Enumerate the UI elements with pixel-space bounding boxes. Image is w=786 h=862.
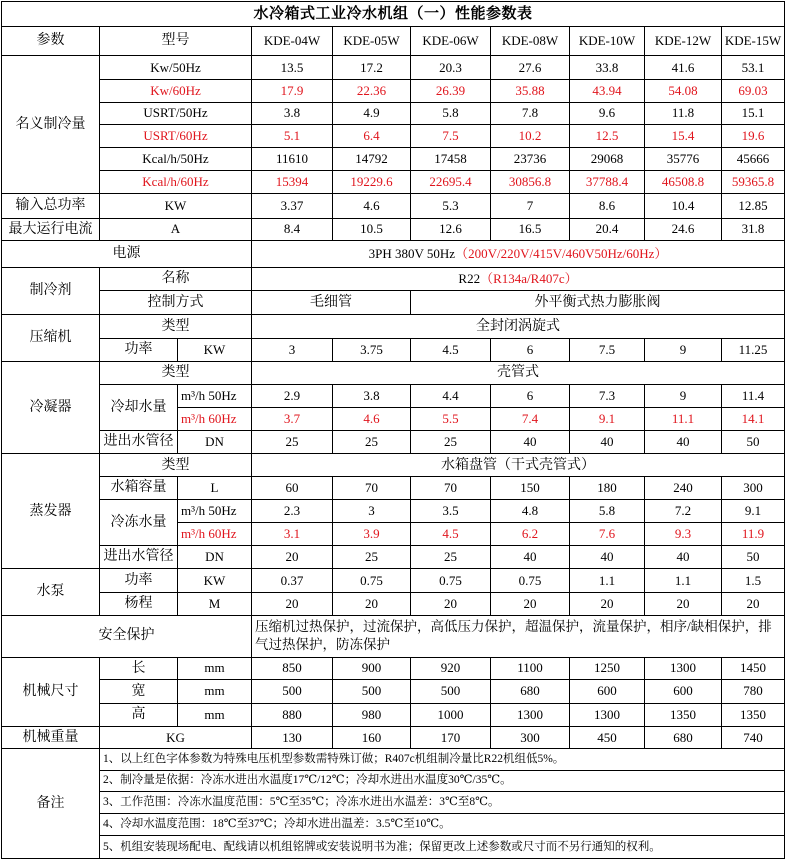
- cooling-value: 17.2: [333, 56, 411, 80]
- table-row: [2, 218, 785, 241]
- pump-head-unit: M: [178, 592, 252, 615]
- dimension-value: 500: [252, 680, 333, 704]
- dimension-value: 1450: [722, 657, 785, 680]
- pump-power-value: 0.75: [333, 569, 411, 593]
- table-row: [2, 314, 785, 338]
- cooling-value: 13.5: [252, 56, 333, 80]
- weight-value: 170: [411, 727, 491, 749]
- refrigerant-name-value: [252, 267, 785, 291]
- control-method-capillary: 毛细管: [252, 291, 411, 315]
- dimension-label: 宽: [100, 680, 178, 704]
- dimension-value: 680: [491, 680, 570, 704]
- tank-capacity-value: 60: [252, 477, 333, 500]
- cooling-value: 7.8: [491, 102, 570, 125]
- chilled-water-value-50hz: 3.5: [411, 499, 491, 523]
- condenser-pipe-value: 40: [570, 430, 645, 454]
- table-row: [2, 79, 785, 102]
- cooling-value: 10.2: [491, 125, 570, 148]
- pump-power-unit: KW: [178, 569, 252, 593]
- cooling-water-label: 冷却水量: [100, 384, 178, 430]
- remarks-label: 备注: [2, 748, 100, 858]
- cooling-value: 41.6: [645, 56, 722, 80]
- dimension-value: 850: [252, 657, 333, 680]
- refrigerant-name-label: 名称: [100, 267, 252, 291]
- table-row: [2, 291, 785, 315]
- param-header: 参数: [2, 26, 100, 56]
- cooling-value: 19229.6: [333, 171, 411, 194]
- cooling-water-value-50hz: 6: [491, 384, 570, 408]
- cooling-water-value-50hz: 9: [645, 384, 722, 408]
- model-header: 型号: [100, 26, 252, 56]
- table-row: [2, 592, 785, 615]
- model-name: KDE-06W: [411, 26, 491, 56]
- cooling-value: 17458: [411, 147, 491, 171]
- cooling-water-unit-60hz: m³/h 60Hz: [178, 408, 252, 431]
- cooling-value: 20.3: [411, 56, 491, 80]
- model-name: KDE-08W: [491, 26, 570, 56]
- pump-head-value: 20: [252, 592, 333, 615]
- remark-item: 1、以上红色字体参数为特殊电压机型参数需特殊订做；R407c机组制冷量比R22机组低5%。: [100, 748, 785, 770]
- pump-power-value: 0.37: [252, 569, 333, 593]
- tank-capacity-unit: L: [178, 477, 252, 500]
- control-method-label: 控制方式: [100, 291, 252, 315]
- condenser-pipe-label: 进出水管径: [100, 430, 178, 454]
- evaporator-label: 蒸发器: [2, 454, 100, 569]
- chilled-water-value-60hz: 4.5: [411, 523, 491, 546]
- weight-value: 450: [570, 727, 645, 749]
- cooling-value: 69.03: [722, 79, 785, 102]
- condenser-pipe-value: 25: [333, 430, 411, 454]
- cooling-water-value-60hz: 14.1: [722, 408, 785, 431]
- tank-capacity-label: 水箱容量: [100, 477, 178, 500]
- cooling-capacity-label: 名义制冷量: [2, 56, 100, 194]
- dimension-value: 920: [411, 657, 491, 680]
- pump-power-value: 0.75: [491, 569, 570, 593]
- cooling-value: 46508.8: [645, 171, 722, 194]
- compressor-power-value: 4.5: [411, 338, 491, 362]
- table-row: [2, 56, 785, 80]
- dimension-value: 600: [570, 680, 645, 704]
- condenser-pipe-value: 50: [722, 430, 785, 454]
- chilled-water-value-60hz: 3.9: [333, 523, 411, 546]
- power-input-value: 4.6: [333, 193, 411, 218]
- chilled-water-value-60hz: 6.2: [491, 523, 570, 546]
- table-row: [2, 171, 785, 194]
- tank-capacity-value: 300: [722, 477, 785, 500]
- performance-parameter-table: [1, 1, 785, 859]
- table-row: [2, 792, 785, 814]
- condenser-pipe-value: 40: [645, 430, 722, 454]
- chilled-water-label: 冷冻水量: [100, 499, 178, 545]
- cooling-value: 3.8: [252, 102, 333, 125]
- cooling-value: 59365.8: [722, 171, 785, 194]
- refrigerant-label: 制冷剂: [2, 267, 100, 314]
- table-row: [2, 338, 785, 362]
- evaporator-pipe-value: 40: [491, 545, 570, 569]
- compressor-power-label: 功率: [100, 338, 178, 362]
- cooling-value: 23736: [491, 147, 570, 171]
- cooling-value: 30856.8: [491, 171, 570, 194]
- chilled-water-value-50hz: 7.2: [645, 499, 722, 523]
- pump-head-label: 杨程: [100, 592, 178, 615]
- compressor-power-value: 9: [645, 338, 722, 362]
- evaporator-pipe-value: 20: [252, 545, 333, 569]
- dimension-unit: mm: [178, 680, 252, 704]
- model-name: KDE-12W: [645, 26, 722, 56]
- cooling-value: 37788.4: [570, 171, 645, 194]
- chilled-water-value-60hz: 7.6: [570, 523, 645, 546]
- pump-label: 水泵: [2, 569, 100, 615]
- max-current-value: 16.5: [491, 218, 570, 241]
- dimension-value: 900: [333, 657, 411, 680]
- power-input-value: 12.85: [722, 193, 785, 218]
- table-row: [2, 2, 785, 27]
- cooling-value: 15.4: [645, 125, 722, 148]
- cooling-value: 12.5: [570, 125, 645, 148]
- evaporator-type-value: 水箱盘管（干式壳管式）: [252, 454, 785, 477]
- table-row: [2, 770, 785, 792]
- table-row: [2, 836, 785, 859]
- cooling-value: 33.8: [570, 56, 645, 80]
- table-row: [2, 241, 785, 268]
- power-input-unit: KW: [100, 193, 252, 218]
- dimension-value: 1300: [645, 657, 722, 680]
- cooling-value: 19.6: [722, 125, 785, 148]
- remark-item: 4、冷却水温度范围：18℃至37℃；冷却水进出温差：3.5℃至10℃。: [100, 813, 785, 836]
- pump-power-value: 1.1: [570, 569, 645, 593]
- cooling-water-value-60hz: 7.4: [491, 408, 570, 431]
- compressor-power-value: 3.75: [333, 338, 411, 362]
- power-input-value: 10.4: [645, 193, 722, 218]
- power-input-value: 8.6: [570, 193, 645, 218]
- refrigerant-name-value-option: （R134a/R407c）: [480, 270, 578, 286]
- pump-head-value: 20: [645, 592, 722, 615]
- dimension-value: 600: [645, 680, 722, 704]
- condenser-label: 冷凝器: [2, 362, 100, 454]
- dimension-value: 1350: [645, 703, 722, 727]
- weight-value: 130: [252, 727, 333, 749]
- table-row: [2, 26, 785, 56]
- table-row: [2, 727, 785, 749]
- cooling-value: 26.39: [411, 79, 491, 102]
- cooling-value: 15394: [252, 171, 333, 194]
- power-supply-value-main: 3PH 380V 50Hz: [368, 245, 456, 261]
- compressor-power-unit: KW: [178, 338, 252, 362]
- cooling-value: 22.36: [333, 79, 411, 102]
- chilled-water-value-50hz: 5.8: [570, 499, 645, 523]
- table-row: [2, 569, 785, 593]
- pump-head-value: 20: [570, 592, 645, 615]
- table-row: [2, 193, 785, 218]
- pump-head-value: 20: [491, 592, 570, 615]
- pump-head-value: 20: [333, 592, 411, 615]
- cooling-value: 11610: [252, 147, 333, 171]
- table-row: [2, 362, 785, 385]
- control-method-expansion-valve: 外平衡式热力膨胀阀: [411, 291, 785, 315]
- table-row: [2, 147, 785, 171]
- chilled-water-value-60hz: 9.3: [645, 523, 722, 546]
- power-input-value: 5.3: [411, 193, 491, 218]
- cooling-value: 35776: [645, 147, 722, 171]
- dimension-value: 780: [722, 680, 785, 704]
- table-title: 水冷箱式工业冷水机组（一）性能参数表: [2, 2, 785, 27]
- cooling-unit: USRT/50Hz: [100, 102, 252, 125]
- table-row: [2, 657, 785, 680]
- weight-unit: KG: [100, 727, 252, 749]
- table-row: [2, 748, 785, 770]
- max-current-value: 12.6: [411, 218, 491, 241]
- max-current-value: 8.4: [252, 218, 333, 241]
- tank-capacity-value: 70: [333, 477, 411, 500]
- table-row: [2, 703, 785, 727]
- dimension-unit: mm: [178, 657, 252, 680]
- dimension-value: 1250: [570, 657, 645, 680]
- pump-head-value: 20: [411, 592, 491, 615]
- cooling-unit: Kcal/h/50Hz: [100, 147, 252, 171]
- weight-value: 300: [491, 727, 570, 749]
- safety-protection-label: 安全保护: [2, 615, 252, 657]
- cooling-value: 17.9: [252, 79, 333, 102]
- table-row: [2, 545, 785, 569]
- dimension-value: 880: [252, 703, 333, 727]
- table-row: [2, 477, 785, 500]
- chilled-water-value-60hz: 3.1: [252, 523, 333, 546]
- cooling-value: 45666: [722, 147, 785, 171]
- evaporator-pipe-unit: DN: [178, 545, 252, 569]
- power-supply-value: [252, 241, 785, 268]
- condenser-type-label: 类型: [100, 362, 252, 385]
- remark-item: 2、制冷量是依据：冷冻水进出水温度17℃/12℃；冷却水进出水温度30℃/35℃。: [100, 770, 785, 792]
- table-row: [2, 813, 785, 836]
- condenser-type-value: 壳管式: [252, 362, 785, 385]
- max-current-value: 10.5: [333, 218, 411, 241]
- evaporator-pipe-value: 40: [645, 545, 722, 569]
- chilled-water-value-60hz: 11.9: [722, 523, 785, 546]
- table-row: [2, 430, 785, 454]
- cooling-value: 14792: [333, 147, 411, 171]
- cooling-water-value-60hz: 3.7: [252, 408, 333, 431]
- max-current-value: 24.6: [645, 218, 722, 241]
- chilled-water-value-50hz: 4.8: [491, 499, 570, 523]
- dimension-value: 1350: [722, 703, 785, 727]
- max-current-label: 最大运行电流: [2, 218, 100, 241]
- remark-item: 5、机组安装现场配电、配线请以机组铭牌或安装说明书为准；保留更改上述参数或尺寸而不另行通知的权利。: [100, 836, 785, 859]
- weight-value: 740: [722, 727, 785, 749]
- compressor-power-value: 3: [252, 338, 333, 362]
- cooling-unit: Kcal/h/60Hz: [100, 171, 252, 194]
- pump-power-label: 功率: [100, 569, 178, 593]
- compressor-power-value: 11.25: [722, 338, 785, 362]
- compressor-power-value: 6: [491, 338, 570, 362]
- cooling-water-value-60hz: 11.1: [645, 408, 722, 431]
- compressor-power-value: 7.5: [570, 338, 645, 362]
- weight-value: 160: [333, 727, 411, 749]
- chilled-water-unit-50hz: m³/h 50Hz: [178, 499, 252, 523]
- pump-power-value: 0.75: [411, 569, 491, 593]
- cooling-water-value-60hz: 5.5: [411, 408, 491, 431]
- power-input-label: 输入总功率: [2, 193, 100, 218]
- evaporator-pipe-value: 40: [570, 545, 645, 569]
- weight-label: 机械重量: [2, 727, 100, 749]
- cooling-value: 53.1: [722, 56, 785, 80]
- evaporator-type-label: 类型: [100, 454, 252, 477]
- chilled-water-value-50hz: 2.3: [252, 499, 333, 523]
- table-row: [2, 680, 785, 704]
- cooling-unit: Kw/60Hz: [100, 79, 252, 102]
- cooling-water-value-50hz: 3.8: [333, 384, 411, 408]
- max-current-unit: A: [100, 218, 252, 241]
- cooling-value: 9.6: [570, 102, 645, 125]
- table-row: [2, 102, 785, 125]
- cooling-water-unit-50hz: m³/h 50Hz: [178, 384, 252, 408]
- cooling-value: 22695.4: [411, 171, 491, 194]
- cooling-water-value-50hz: 11.4: [722, 384, 785, 408]
- cooling-value: 5.8: [411, 102, 491, 125]
- cooling-value: 43.94: [570, 79, 645, 102]
- table-row: [2, 267, 785, 291]
- dimension-value: 980: [333, 703, 411, 727]
- cooling-value: 6.4: [333, 125, 411, 148]
- chilled-water-value-50hz: 3: [333, 499, 411, 523]
- safety-protection-text: 压缩机过热保护，过流保护，高低压力保护，超温保护，流量保护，相序/缺相保护，排气过热保护，防冻保护: [252, 615, 785, 657]
- table-row: [2, 454, 785, 477]
- evaporator-pipe-value: 25: [333, 545, 411, 569]
- refrigerant-name-value-main: R22: [458, 270, 481, 286]
- cooling-value: 35.88: [491, 79, 570, 102]
- model-name: KDE-15W: [722, 26, 785, 56]
- max-current-value: 20.4: [570, 218, 645, 241]
- power-supply-value-option: （200V/220V/415V/460V50Hz/60Hz）: [455, 245, 668, 261]
- cooling-value: 54.08: [645, 79, 722, 102]
- power-supply-label: 电源: [2, 241, 252, 268]
- dimension-unit: mm: [178, 703, 252, 727]
- table-row: [2, 384, 785, 408]
- model-name: KDE-04W: [252, 26, 333, 56]
- cooling-water-value-50hz: 7.3: [570, 384, 645, 408]
- weight-value: 680: [645, 727, 722, 749]
- compressor-type-label: 类型: [100, 314, 252, 338]
- chilled-water-unit-60hz: m³/h 60Hz: [178, 523, 252, 546]
- tank-capacity-value: 70: [411, 477, 491, 500]
- model-name: KDE-05W: [333, 26, 411, 56]
- pump-power-value: 1.5: [722, 569, 785, 593]
- dimension-value: 1300: [570, 703, 645, 727]
- cooling-value: 7.5: [411, 125, 491, 148]
- dimension-value: 1300: [491, 703, 570, 727]
- power-input-value: 3.37: [252, 193, 333, 218]
- condenser-pipe-unit: DN: [178, 430, 252, 454]
- pump-power-value: 1.1: [645, 569, 722, 593]
- evaporator-pipe-value: 25: [411, 545, 491, 569]
- cooling-value: 27.6: [491, 56, 570, 80]
- table-row: [2, 499, 785, 523]
- power-input-value: 7: [491, 193, 570, 218]
- table-row: [2, 615, 785, 657]
- cooling-water-value-50hz: 2.9: [252, 384, 333, 408]
- table-row: [2, 125, 785, 148]
- dimension-value: 500: [411, 680, 491, 704]
- model-name: KDE-10W: [570, 26, 645, 56]
- cooling-value: 4.9: [333, 102, 411, 125]
- cooling-water-value-60hz: 9.1: [570, 408, 645, 431]
- dimension-value: 500: [333, 680, 411, 704]
- cooling-unit: USRT/60Hz: [100, 125, 252, 148]
- tank-capacity-value: 180: [570, 477, 645, 500]
- dimension-value: 1000: [411, 703, 491, 727]
- cooling-water-value-50hz: 4.4: [411, 384, 491, 408]
- compressor-label: 压缩机: [2, 314, 100, 361]
- evaporator-pipe-label: 进出水管径: [100, 545, 178, 569]
- cooling-unit: Kw/50Hz: [100, 56, 252, 80]
- evaporator-pipe-value: 50: [722, 545, 785, 569]
- dimension-label: 高: [100, 703, 178, 727]
- pump-head-value: 20: [722, 592, 785, 615]
- compressor-type-value: 全封闭涡旋式: [252, 314, 785, 338]
- tank-capacity-value: 150: [491, 477, 570, 500]
- cooling-water-value-60hz: 4.6: [333, 408, 411, 431]
- cooling-value: 29068: [570, 147, 645, 171]
- cooling-value: 15.1: [722, 102, 785, 125]
- condenser-pipe-value: 25: [411, 430, 491, 454]
- dimensions-label: 机械尺寸: [2, 657, 100, 727]
- cooling-value: 11.8: [645, 102, 722, 125]
- cooling-value: 5.1: [252, 125, 333, 148]
- tank-capacity-value: 240: [645, 477, 722, 500]
- condenser-pipe-value: 25: [252, 430, 333, 454]
- condenser-pipe-value: 40: [491, 430, 570, 454]
- chilled-water-value-50hz: 9.1: [722, 499, 785, 523]
- dimension-label: 长: [100, 657, 178, 680]
- dimension-value: 1100: [491, 657, 570, 680]
- remark-item: 3、工作范围：冷冻水温度范围：5℃至35℃；冷冻水进出水温差：3℃至8℃。: [100, 792, 785, 814]
- max-current-value: 31.8: [722, 218, 785, 241]
